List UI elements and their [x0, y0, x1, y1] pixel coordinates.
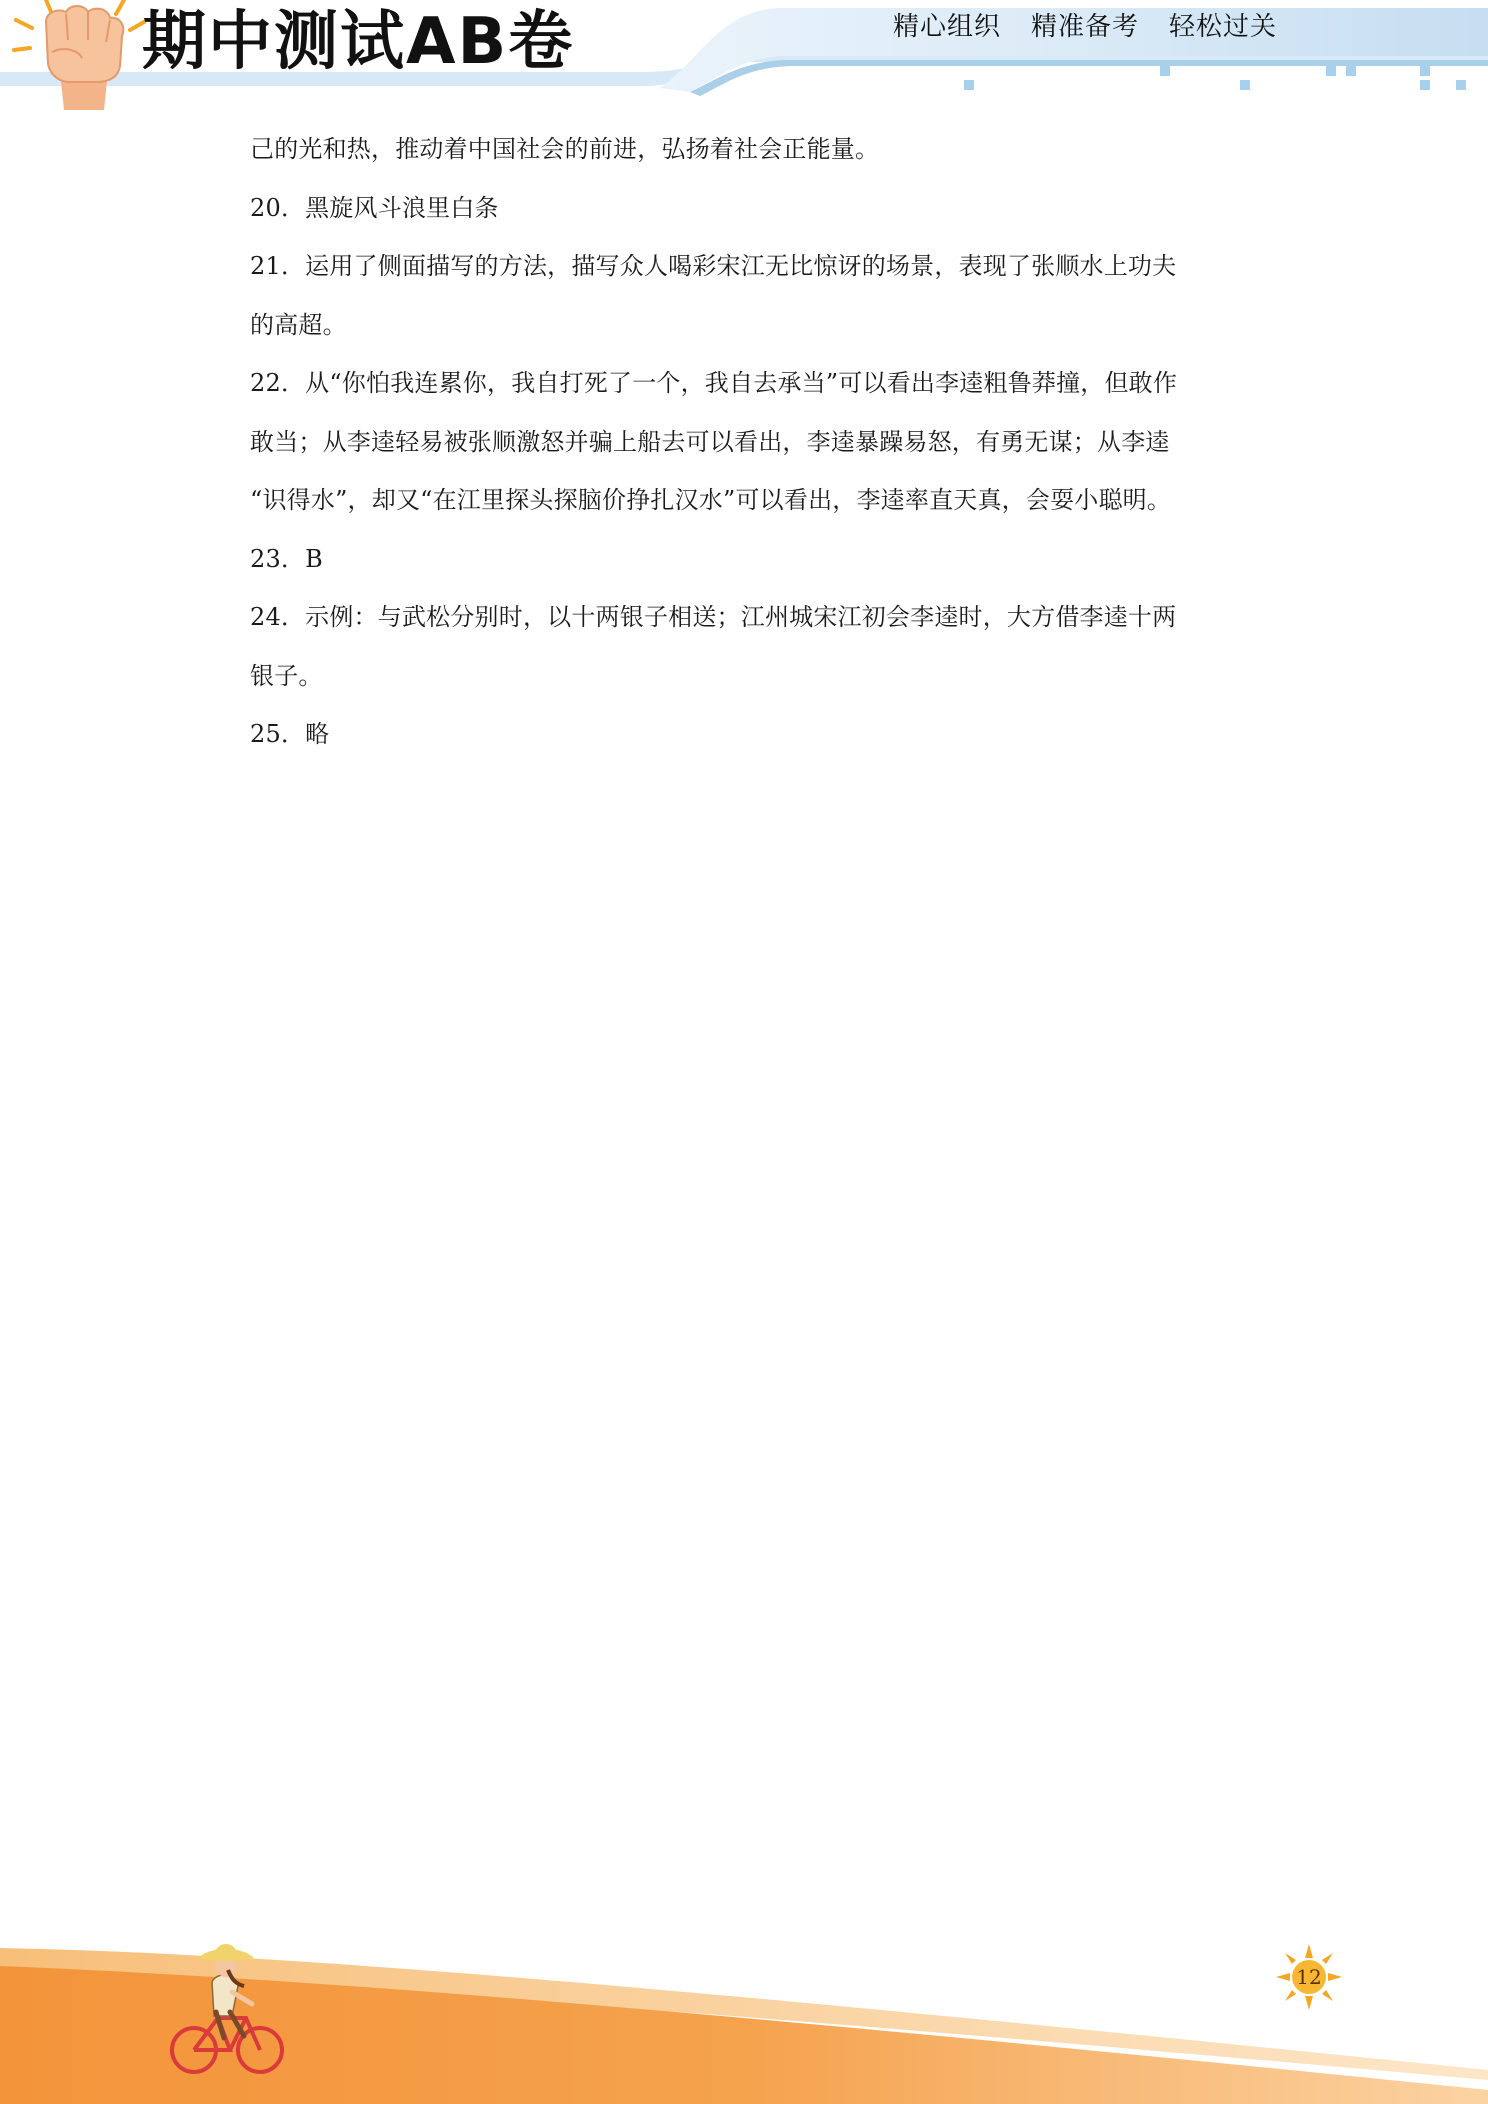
footer-band — [0, 1900, 1488, 2104]
answer-line: “识得水”，却又“在江里探头探脑价挣扎汉水”可以看出，李逵率直天真，会耍小聪明。 — [250, 486, 1172, 514]
header-tagline — [893, 10, 1277, 44]
answer-list — [250, 120, 1240, 764]
decor-square — [1420, 80, 1430, 90]
decor-square — [1240, 80, 1250, 90]
decor-square — [1420, 66, 1430, 76]
decor-square — [964, 80, 974, 90]
answer-line: 22．从“你怕我连累你，我自打死了一个，我自去承当”可以看出李逵粗鲁莽撞，但敢作 — [250, 369, 1178, 397]
answer-line: 24．示例：与武松分别时，以十两银子相送；江州城宋江初会李逵时，大方借李逵十两 — [250, 603, 1177, 631]
page-header — [0, 0, 1488, 110]
decor-square — [1456, 80, 1466, 90]
tagline-item: 精准备考 — [1031, 12, 1140, 42]
page-footer — [0, 1900, 1488, 2104]
answer-line: 的高超。 — [250, 310, 347, 339]
answer-line: 23．B — [250, 544, 323, 573]
decor-square — [1346, 66, 1356, 76]
answer-line: 21．运用了侧面描写的方法，描写众人喝彩宋江无比惊讶的场景，表现了张顺水上功夫 — [250, 252, 1177, 280]
fist-icon — [12, 0, 147, 110]
answer-line: 25．略 — [250, 720, 330, 748]
answer-line: 20．黑旋风斗浪里白条 — [250, 193, 499, 222]
header-title: 期中测试AB卷 — [142, 5, 575, 79]
decor-square — [1326, 66, 1336, 76]
page-number: 12 — [1296, 1965, 1322, 1989]
answer-line: 银子。 — [250, 661, 323, 690]
answer-line: 己的光和热，推动着中国社会的前进，弘扬着社会正能量。 — [250, 135, 880, 163]
decor-square — [1160, 66, 1170, 76]
tagline-item: 轻松过关 — [1169, 12, 1278, 42]
tagline-item: 精心组织 — [893, 12, 1002, 42]
answer-line: 敢当；从李逵轻易被张顺激怒并骗上船去可以看出，李逵暴躁易怒，有勇无谋；从李逵 — [250, 427, 1170, 456]
